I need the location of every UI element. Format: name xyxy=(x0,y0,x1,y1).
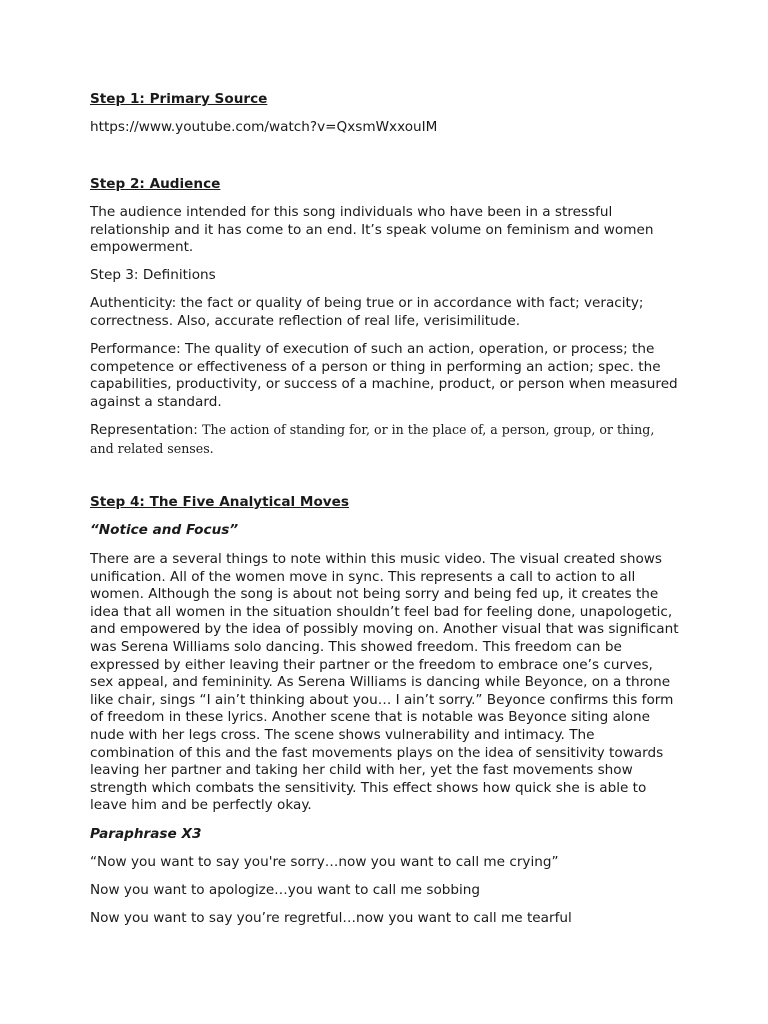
step3-heading: Step 3: Definitions xyxy=(90,267,216,283)
paraphrase-line-3: Now you want to say you’re regretful…now you want to call me tearful xyxy=(90,910,572,926)
paraphrase-line-2: Now you want to apologize…you want to call me sobbing xyxy=(90,882,481,898)
step1-heading: Step 1: Primary Source xyxy=(90,91,268,107)
step4-heading: Step 4: The Five Analytical Moves xyxy=(90,494,349,510)
definition-representation xyxy=(90,421,680,458)
paraphrase-heading: Paraphrase X3 xyxy=(90,826,202,842)
step2-heading: Step 2: Audience xyxy=(90,176,221,192)
source-url: https://www.youtube.com/watch?v=QxsmWxxouIM xyxy=(90,119,438,135)
representation-label: Representation: xyxy=(90,422,203,438)
notice-focus-paragraph: There are a several things to note within this music video. The visual created shows unification. All of the women move in sync. This represents a call to action to all women. Although the song is about not being sorry and being fed up, it creates the idea that all women in the situation shouldn’t feel bad for feeling done, unapologetic, and empowered by the idea of possibly moving on. Another visual that was significant was Serena Williams solo dancing. This showed freedom. This freedom can be expressed by either leaving their partner or the freedom to embrace one’s curves, sex appeal, and femininity. As Serena Williams is dancing while Beyonce, on a throne like chair, sings “I ain’t thinking about you… I ain’t sorry.” Beyonce confirms this form of freedom in these lyrics. Another scene that is notable was Beyonce siting alone nude with her legs cross. The scene shows vulnerability and intimacy. The combination of this and the fast movements plays on the idea of sensitivity towards leaving her partner and taking her child with her, yet the fast movements show strength which combats the sensitivity. This effect shows how quick she is able to leave him and be perfectly okay. xyxy=(90,551,679,814)
notice-focus-subheading: “Notice and Focus” xyxy=(90,522,239,538)
audience-paragraph: The audience intended for this song individuals who have been in a stressful relationship and it has come to an end. It’s speak volume on feminism and women empowerment. xyxy=(90,204,654,256)
representation-text: The action of standing for, or in the place of, a person, group, or thing, and related senses. xyxy=(90,422,655,456)
definition-performance: Performance: The quality of execution of such an action, operation, or process; the competence or effectiveness of a person or thing in performing an action; spec. the capabilities, productivity, or success of a machine, product, or person when measured against a standard. xyxy=(90,341,678,410)
paraphrase-line-1: “Now you want to say you're sorry…now you want to call me crying” xyxy=(90,854,559,870)
definition-authenticity: Authenticity: the fact or quality of being true or in accordance with fact; veracity; correctness. Also, accurate reflection of real life, verisimilitude. xyxy=(90,295,644,329)
